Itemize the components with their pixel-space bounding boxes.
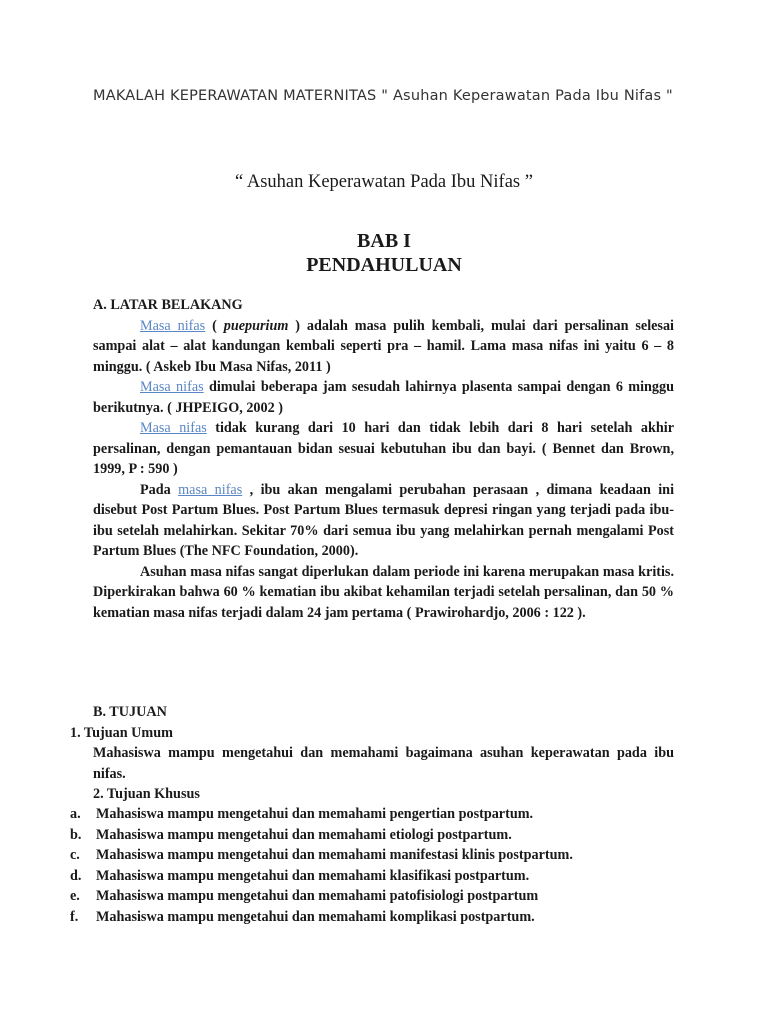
list-item-text: Mahasiswa mampu mengetahui dan memahami klasifikasi postpartum.: [96, 867, 530, 884]
tujuan-khusus-list: [70, 804, 690, 927]
list-item-text: Mahasiswa mampu mengetahui dan memahami komplikasi postpartum.: [96, 908, 535, 925]
chapter-heading: [0, 229, 768, 277]
paragraph-text: (: [205, 317, 224, 334]
section-heading: A. LATAR BELAKANG: [93, 297, 243, 313]
paragraph-italic-term: puepurium: [223, 317, 289, 334]
list-marker: e.: [70, 888, 80, 904]
masa-nifas-link[interactable]: Masa nifas: [140, 420, 207, 436]
paragraph-text: , ibu akan mengalami perubahan perasaan , dimana keadaan ini disebut Post Partum Blues. Post Partum Blues termasuk depresi ringan yang terjadi pada ibu-ibu setelah melahirkan. Sekitar 70% dari semua ibu yang melahirkan pernah mengalami Post Partum Blues (The NFC Foundation, 2000).: [93, 481, 675, 559]
tujuan-khusus-heading: 2. Tujuan Khusus: [93, 786, 200, 802]
masa-nifas-link[interactable]: Masa nifas: [140, 317, 206, 334]
list-item-text: Mahasiswa mampu mengetahui dan memahami etiologi postpartum.: [96, 826, 512, 843]
list-item: [70, 907, 690, 928]
section-heading: B. TUJUAN: [93, 704, 167, 720]
list-item: [70, 804, 690, 825]
list-marker: b.: [70, 826, 82, 843]
list-item: [70, 866, 690, 887]
list-marker: f.: [70, 908, 79, 925]
chapter-title: PENDAHULUAN: [306, 254, 462, 276]
paragraph: Asuhan masa nifas sangat diperlukan dalam periode ini karena merupakan masa kritis. Diperkirakan bahwa 60 % kematian ibu akibat kehamilan terjadi setelah persalinan, dan 50 % kematian masa nifas terjadi dalam 24 jam pertama ( Prawirohardjo, 2006 : 122 ).: [93, 563, 674, 621]
page-header-title: MAKALAH KEPERAWATAN MATERNITAS " Asuhan Keperawatan Pada Ibu Nifas ": [93, 88, 673, 104]
paragraph: [93, 316, 674, 378]
chapter-number: BAB I: [357, 230, 411, 252]
list-item-text: Mahasiswa mampu mengetahui dan memahami patofisiologi postpartum: [96, 888, 539, 904]
section-latar-belakang: [93, 295, 674, 623]
masa-nifas-link[interactable]: masa nifas: [178, 481, 243, 498]
list-item: [70, 845, 690, 866]
paragraph-text: ) adalah masa pulih kembali, mulai dari persalinan selesai sampai alat – alat kandungan kembali seperti pra – hamil. Lama masa nifas ini yaitu 6 – 8 minggu. ( Askeb Ibu Masa Nifas, 2011 ): [93, 317, 674, 375]
tujuan-umum-heading: 1. Tujuan Umum: [70, 725, 173, 741]
paragraph: [93, 480, 674, 562]
paragraph: [93, 377, 674, 418]
list-item-text: Mahasiswa mampu mengetahui dan memahami pengertian postpartum.: [96, 806, 534, 822]
masa-nifas-link[interactable]: Masa nifas: [140, 379, 204, 395]
list-item: [70, 886, 690, 907]
list-marker: a.: [70, 806, 81, 822]
list-item-text: Mahasiswa mampu mengetahui dan memahami manifestasi klinis postpartum.: [96, 847, 573, 863]
document-title: “ Asuhan Keperawatan Pada Ibu Nifas ”: [235, 172, 533, 192]
list-item: [70, 825, 690, 846]
list-marker: d.: [70, 867, 82, 884]
paragraph-text: tidak kurang dari 10 hari dan tidak lebih dari 8 hari setelah akhir persalinan, dengan pemantauan bidan sesuai kebutuhan ibu dan bayi. ( Bennet dan Brown, 1999, P : 590 ): [93, 420, 674, 477]
tujuan-umum-text: Mahasiswa mampu mengetahui dan memahami bagaimana asuhan keperawatan pada ibu nifas.: [93, 745, 674, 782]
paragraph: [93, 418, 674, 480]
list-marker: c.: [70, 847, 80, 863]
paragraph-text: Pada: [140, 481, 179, 498]
paragraph-text: dimulai beberapa jam sesudah lahirnya plasenta sampai dengan 6 minggu berikutnya. ( JHPEIGO, 2002 ): [93, 379, 674, 416]
